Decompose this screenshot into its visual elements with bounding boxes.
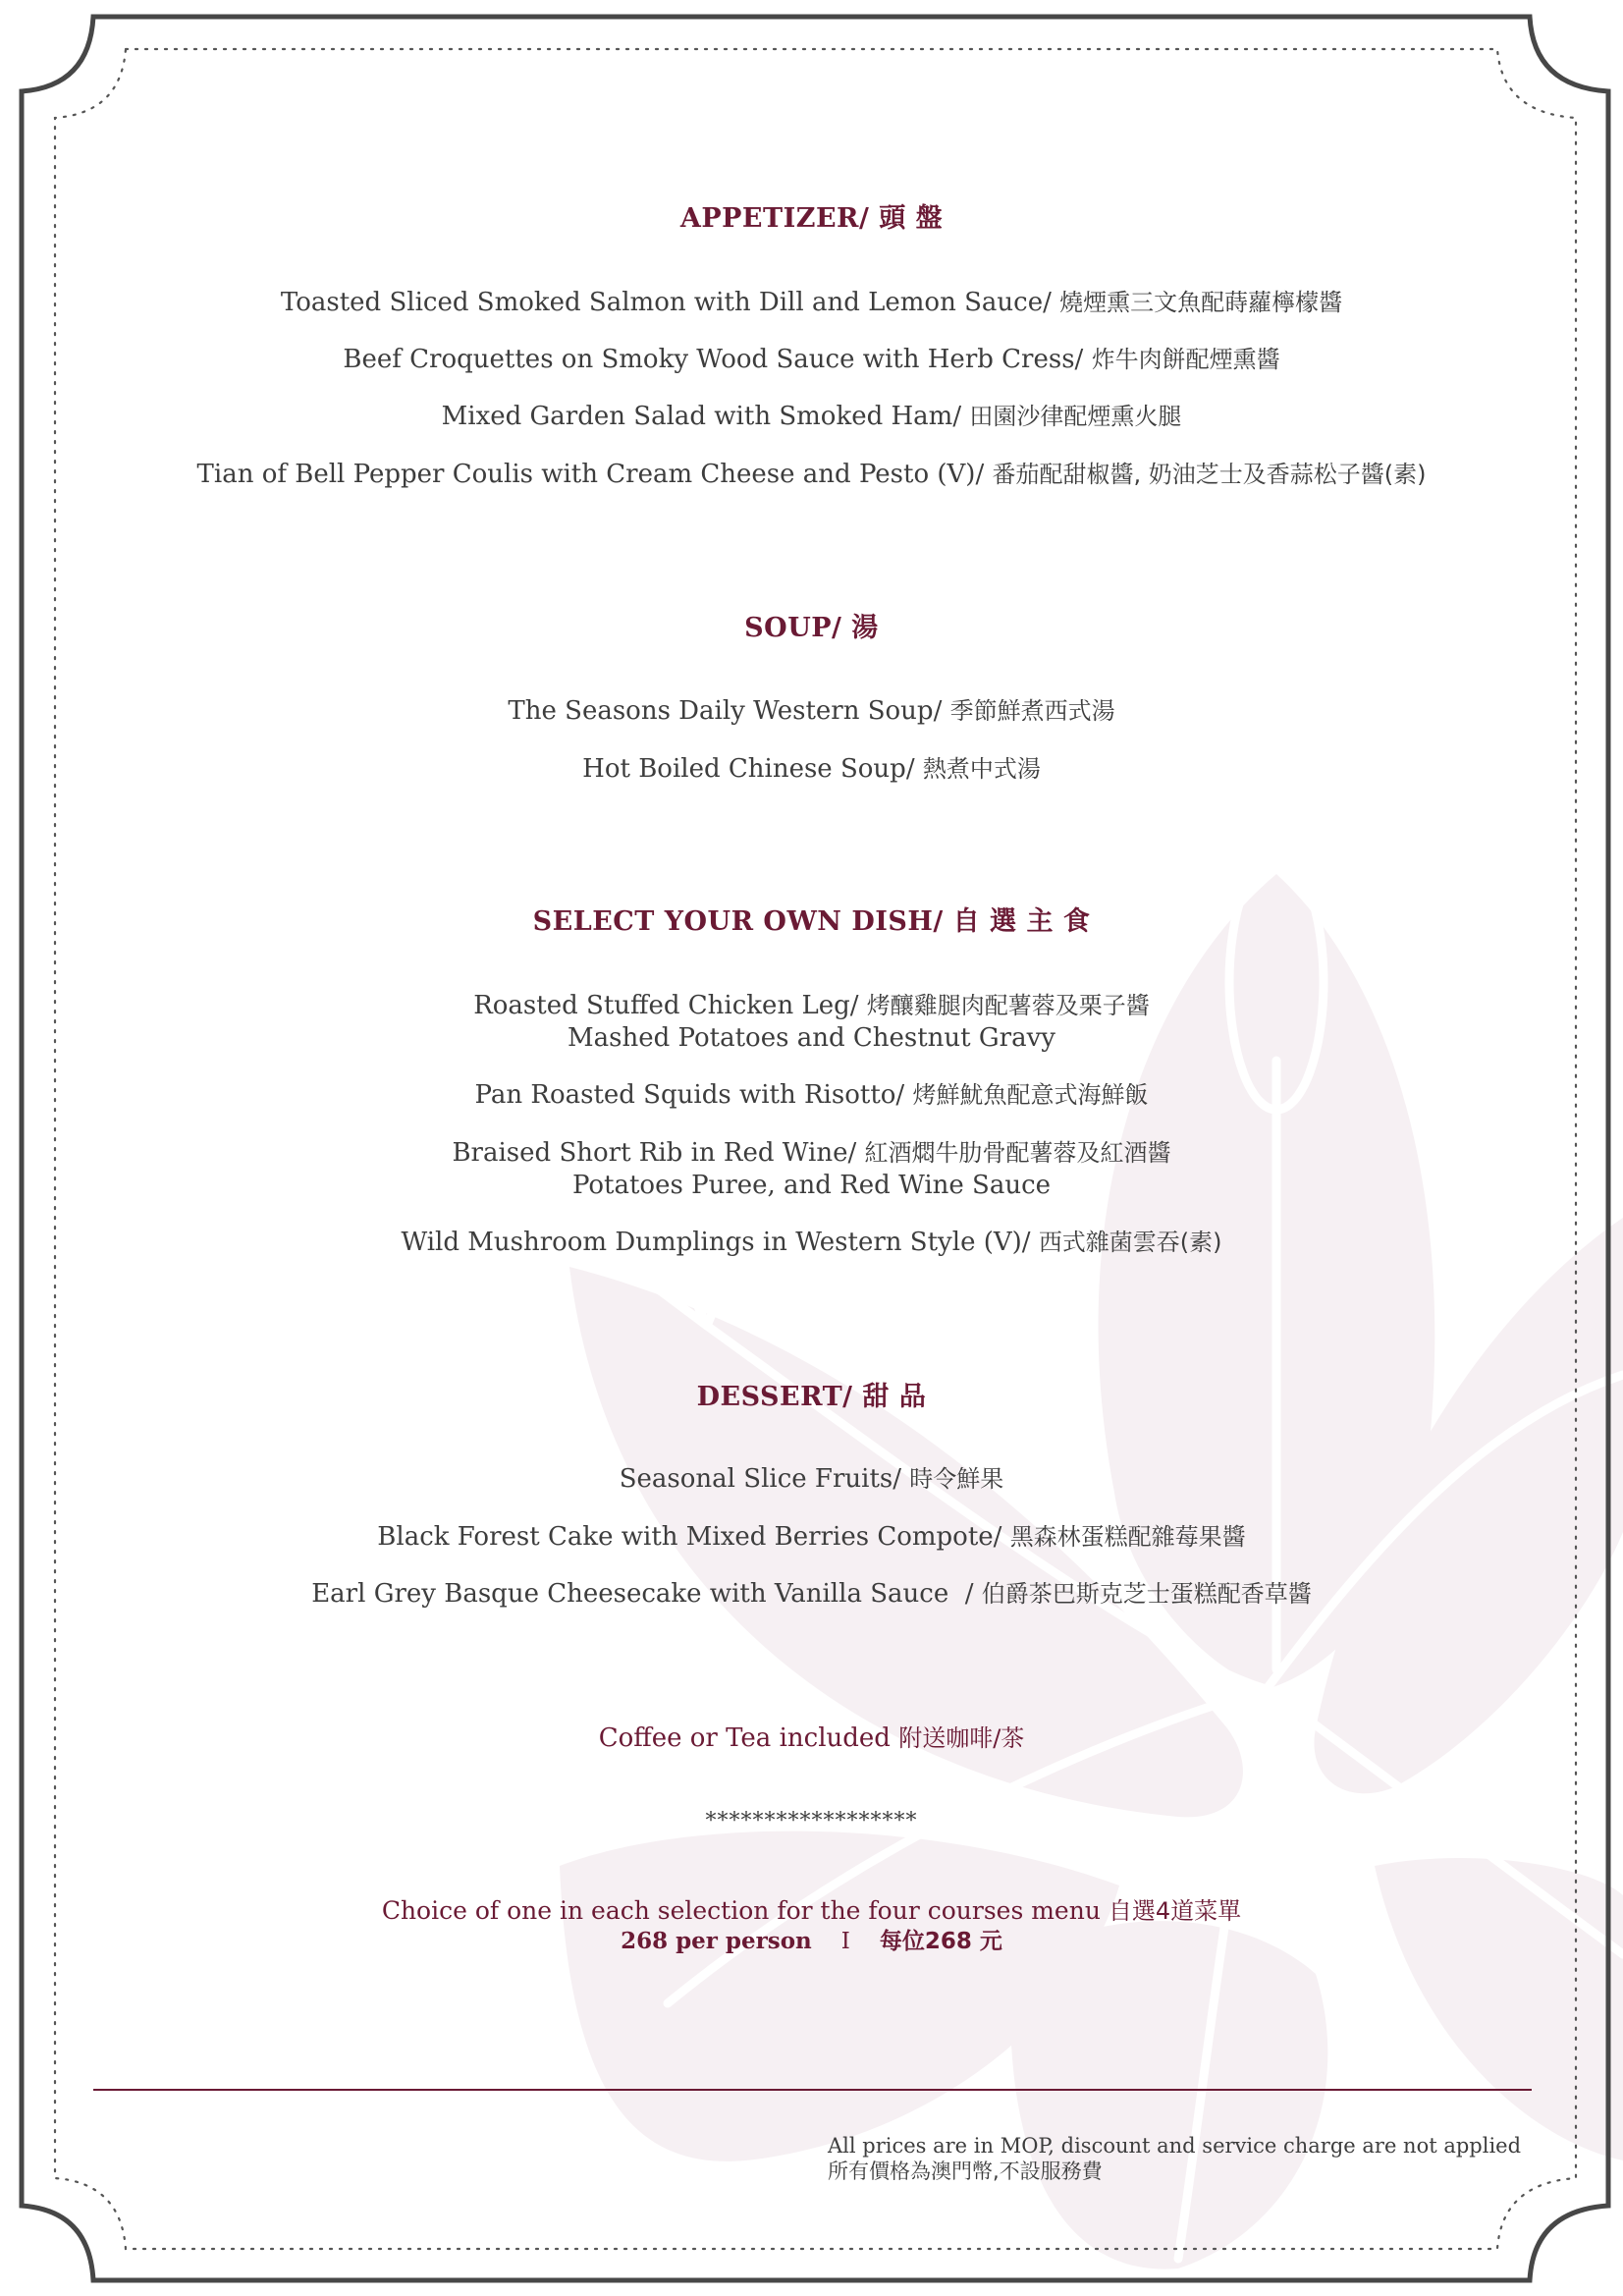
item-name-en: Black Forest Cake with Mixed Berries Compote/ xyxy=(377,1522,1002,1552)
item-name-en: Beef Croquettes on Smoky Wood Sauce with Herb Cress/ xyxy=(343,345,1084,374)
footer-note xyxy=(828,2133,1521,2184)
section-heading-appetizer: APPETIZER/ 頭 盤 xyxy=(679,203,944,234)
item-name-zh: 伯爵茶巴斯克芝士蛋糕配香草醬 xyxy=(981,1580,1312,1608)
item-name-en: Hot Boiled Chinese Soup/ xyxy=(582,754,915,784)
menu-item xyxy=(0,1463,1623,1496)
section-heading-mains: SELECT YOUR OWN DISH/ 自 選 主 食 xyxy=(532,906,1091,937)
price-en: 268 per person xyxy=(621,1928,812,1954)
menu-item xyxy=(0,695,1623,728)
item-name-en: Braised Short Rib in Red Wine/ xyxy=(452,1138,857,1168)
menu-item xyxy=(0,344,1623,376)
item-name-en: Earl Grey Basque Cheesecake with Vanilla Sauce / xyxy=(311,1579,974,1609)
item-name-en: Mixed Garden Salad with Smoked Ham/ xyxy=(441,402,962,431)
price-separator: I xyxy=(840,1929,850,1954)
menu-item xyxy=(0,990,1623,1055)
beverage-zh: 附送咖啡/茶 xyxy=(898,1724,1025,1752)
menu-item xyxy=(0,401,1623,433)
menu-item xyxy=(0,753,1623,786)
beverage-note xyxy=(0,1719,1623,1753)
menu-item xyxy=(0,1521,1623,1554)
menu-item xyxy=(0,459,1623,491)
item-name-zh: 田園沙律配煙熏火腿 xyxy=(969,403,1182,430)
item-name-zh: 炸牛肉餅配煙熏醬 xyxy=(1091,346,1280,373)
item-name-en: Tian of Bell Pepper Coulis with Cream Cheese and Pesto (V)/ xyxy=(196,460,985,489)
item-name-zh: 燒煙熏三文魚配蒔蘿檸檬醬 xyxy=(1059,289,1343,316)
item-description: Mashed Potatoes and Chestnut Gravy xyxy=(568,1023,1055,1053)
item-name-en: Roasted Stuffed Chicken Leg/ xyxy=(473,991,859,1020)
offer-line xyxy=(0,1891,1623,1926)
item-name-zh: 烤鮮魷魚配意式海鮮飯 xyxy=(912,1081,1149,1109)
item-name-en: Pan Roasted Squids with Risotto/ xyxy=(474,1080,905,1110)
item-name-en: Toasted Sliced Smoked Salmon with Dill and Lemon Sauce/ xyxy=(280,288,1052,317)
item-name-zh: 紅酒燜牛肋骨配薯蓉及紅酒醬 xyxy=(864,1139,1171,1167)
item-name-zh: 番茄配甜椒醬, 奶油芝士及香蒜松子醬(素) xyxy=(992,461,1427,488)
offer-zh: 自選4道菜單 xyxy=(1108,1897,1242,1925)
menu-item xyxy=(0,1578,1623,1611)
item-description: Potatoes Puree, and Red Wine Sauce xyxy=(571,1171,1052,1200)
item-name-zh: 時令鮮果 xyxy=(909,1465,1004,1493)
item-name-en: The Seasons Daily Western Soup/ xyxy=(508,696,943,726)
footer-note-en: All prices are in MOP, discount and service charge are not applied xyxy=(828,2134,1522,2158)
offer-en: Choice of one in each selection for the four courses menu xyxy=(381,1896,1101,1925)
menu-item xyxy=(0,1137,1623,1202)
section-heading-soup: SOUP/ 湯 xyxy=(744,613,879,643)
footer-note-zh: 所有價格為澳門幣,不設服務費 xyxy=(828,2159,1103,2183)
menu-item xyxy=(0,287,1623,319)
footer-rule xyxy=(93,2089,1532,2091)
price-line xyxy=(0,1923,1623,1955)
item-name-zh: 熱煮中式湯 xyxy=(922,755,1041,783)
item-name-en: Seasonal Slice Fruits/ xyxy=(619,1464,901,1494)
item-name-zh: 烤釀雞腿肉配薯蓉及栗子醬 xyxy=(866,992,1150,1019)
beverage-en: Coffee or Tea included xyxy=(598,1723,891,1753)
item-name-en: Wild Mushroom Dumplings in Western Style (V)/ xyxy=(401,1228,1031,1257)
section-heading-dessert: DESSERT/ 甜 品 xyxy=(696,1382,927,1412)
menu-item xyxy=(0,1227,1623,1259)
divider-stars: ****************** xyxy=(705,1809,918,1833)
item-name-zh: 黑森林蛋糕配雜莓果醬 xyxy=(1009,1523,1246,1551)
item-name-zh: 季節鮮煮西式湯 xyxy=(949,697,1115,725)
menu-item xyxy=(0,1079,1623,1112)
item-name-zh: 西式雜菌雲吞(素) xyxy=(1038,1229,1222,1256)
price-zh: 每位268 元 xyxy=(879,1929,1002,1954)
